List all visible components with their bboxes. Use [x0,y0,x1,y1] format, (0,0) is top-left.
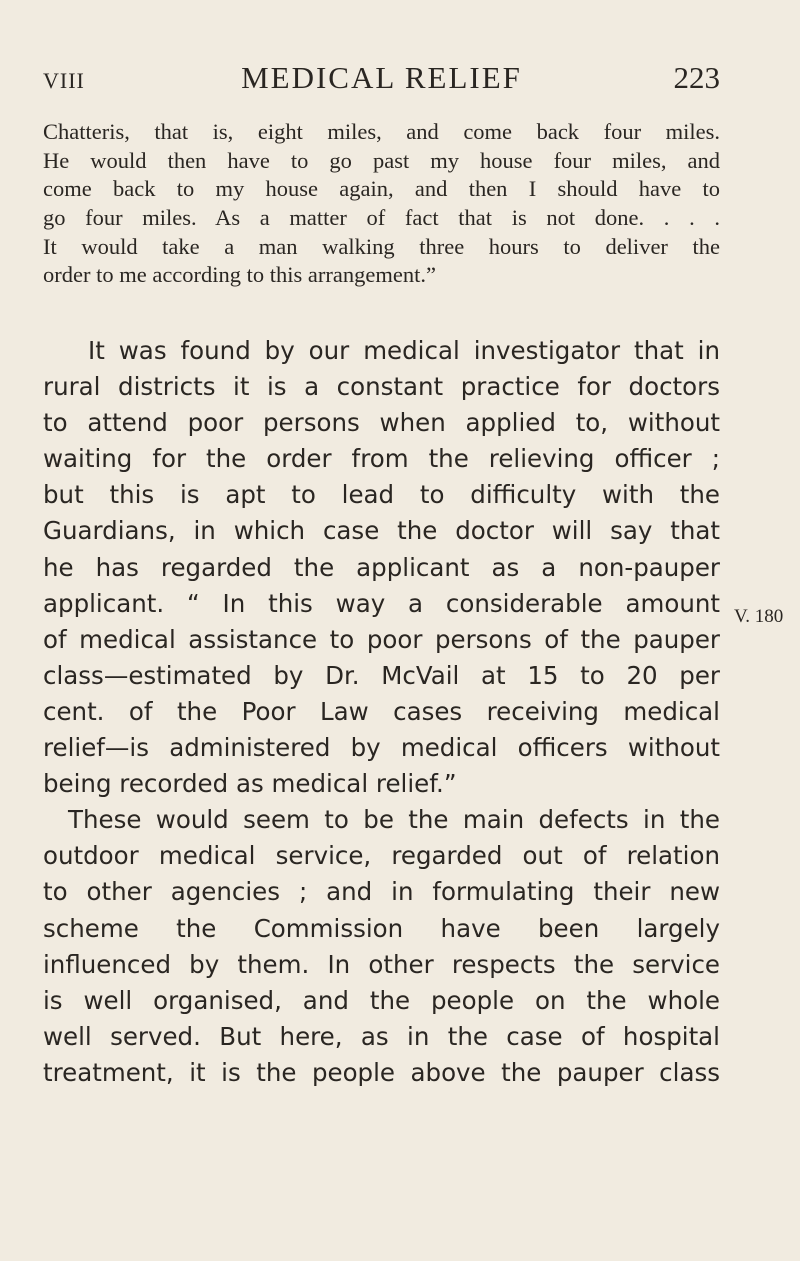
body-line: These would seem to be the main defects in the [68,805,720,835]
running-head [43,56,720,96]
body-line: cent. of the Poor Law cases receiving medical [43,696,720,726]
body-line: influenced by them. In other respects the service [43,949,720,979]
body-line: is well organised, and the people on the whole [43,985,720,1015]
quoted-evidence-paragraph [43,118,720,290]
quote-line: go four miles. As a matter of fact that is not done. . . . [43,205,720,231]
body-line: Guardians, in which case the doctor will say that [43,516,720,546]
body-line: treatment, it is the people above the pauper class [43,1057,720,1087]
body-line: outdoor medical service, regarded out of relation [43,841,720,871]
running-title: MEDICAL RELIEF [241,60,522,95]
quote-line: It would take a man walking three hours to deliver the [43,233,720,259]
body-line: of medical assistance to poor persons of the pauper [43,624,720,654]
body-line: applicant. “ In this way a considerable amount [43,588,720,618]
body-line: relief—is administered by medical officers without [43,733,720,763]
body-line: class—estimated by Dr. McVail at 15 to 20 per [43,660,720,690]
quote-line: He would then have to go past my house four miles, and [43,147,720,173]
body-line: It was found by our medical investigator that in [88,336,720,365]
body-line: scheme the Commission have been largely [43,913,720,943]
body-line: being recorded as medical relief.” [43,769,457,799]
body-line: well served. But here, as in the case of hospital [43,1021,720,1051]
body-line: to attend poor persons when applied to, without [43,408,720,438]
quote-line: Chatteris, that is, eight miles, and come back four miles. [43,119,720,144]
body-line: but this is apt to lead to difficulty with the [43,480,720,510]
chapter-number: VIII [43,68,85,93]
margin-reference: V. 180 [734,606,784,627]
body-line: rural districts it is a constant practice for doctors [43,372,720,402]
body-text [43,333,720,1091]
quote-line: come back to my house again, and then I should have to [43,176,720,202]
page-number: 223 [673,60,720,95]
body-line: waiting for the order from the relieving officer ; [43,444,720,474]
quote-line: order to me according to this arrangement.” [43,262,436,288]
body-line: he has regarded the applicant as a non-pauper [43,552,720,582]
body-line: to other agencies ; and in formulating their new [43,877,720,907]
